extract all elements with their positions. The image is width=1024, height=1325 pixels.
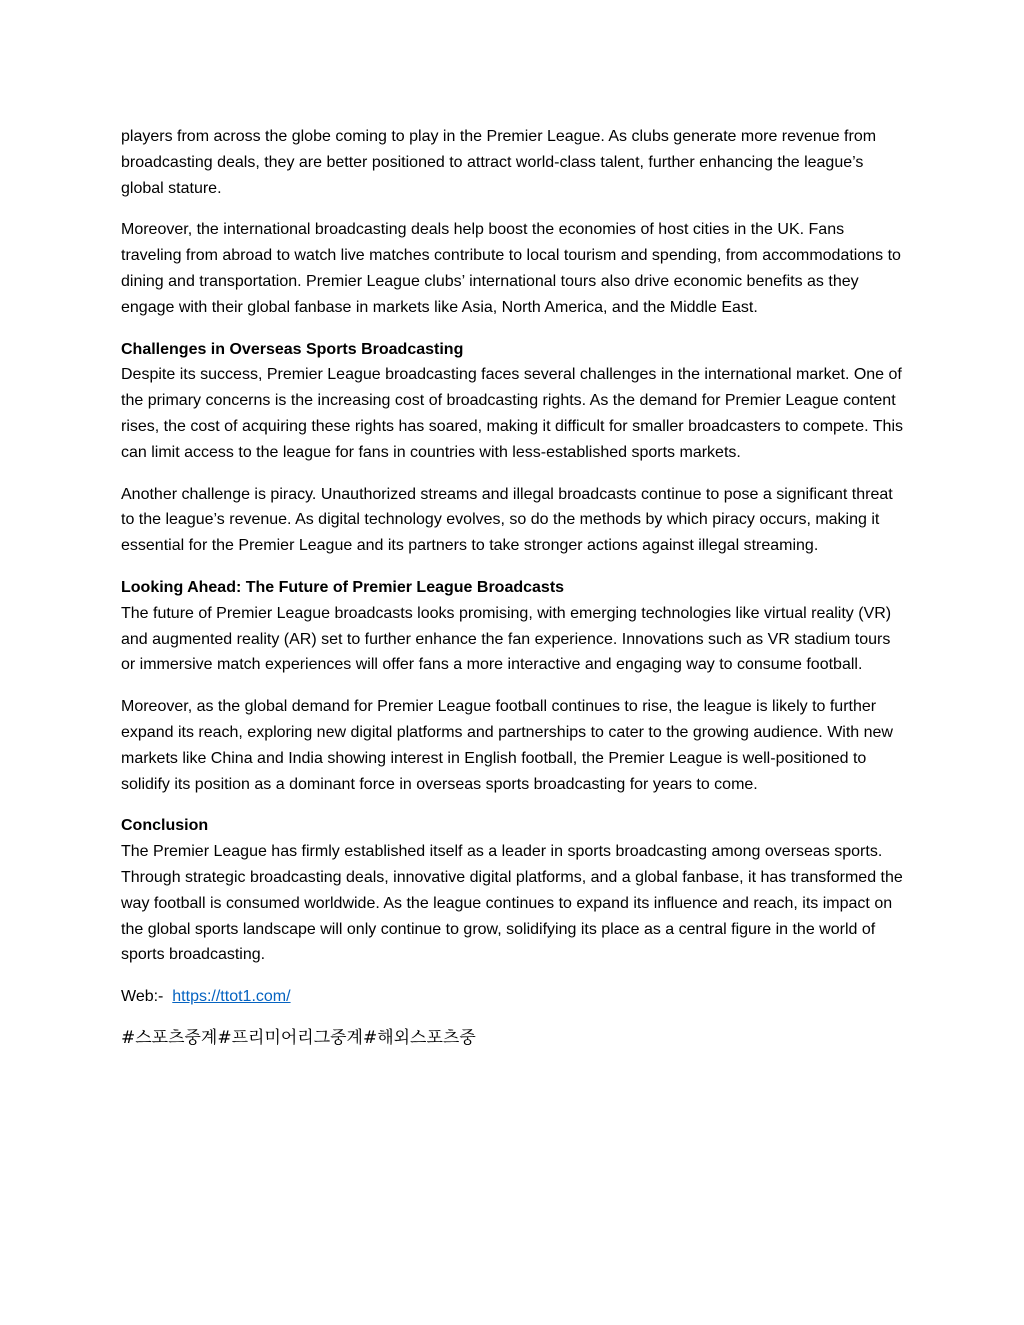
section-conclusion [121, 813, 903, 968]
paragraph-future-technology: The future of Premier League broadcasts looks promising, with emerging technologies like virtual reality (VR) and augmented reality (AR) set to further enhance the fan experience. Innovations such as VR stadium tours or immersive match experiences will offer fans a more interactive and engaging way to consume football. [121, 604, 892, 674]
paragraph-conclusion: The Premier League has firmly established itself as a leader in sports broadcasting among overseas sports. Through strategic broadcasting deals, innovative digital platforms, and a global fanbase, it has transformed the way football is consumed worldwide. As the league continues to expand its influence and reach, its impact on the global sports landscape will only continue to grow, solidifying its place as a central figure in the world of sports broadcasting. [121, 843, 903, 964]
website-link[interactable]: https://ttot1.com/ [172, 988, 291, 1006]
section-challenges [121, 337, 903, 466]
hashtags: #스포츠중계#프리미어리그중계#해외스포츠중 [121, 1027, 476, 1048]
web-line [121, 984, 903, 1010]
paragraph-intro-continued: players from across the globe coming to play in the Premier League. As clubs generate more revenue from broadcasting deals, they are better positioned to attract world-class talent, further enhancing the league’s global stature. [121, 128, 877, 197]
paragraph-challenges-cost: Despite its success, Premier League broadcasting faces several challenges in the international market. One of the primary concerns is the increasing cost of broadcasting rights. As the demand for Premier League content rises, the cost of acquiring these rights has soared, making it difficult for smaller broadcasters to compete. This can limit access to the league for fans in countries with less-established sports markets. [121, 366, 903, 461]
paragraph-future-expansion: Moreover, as the global demand for Premier League football continues to rise, the league is likely to further expand its reach, exploring new digital platforms and partnerships to cater to the growing audience. With new markets like China and India showing interest in English football, the Premier League is well-positioned to solidify its position as a dominant force in overseas sports broadcasting for years to come. [121, 698, 893, 793]
paragraph-economy: Moreover, the international broadcasting deals help boost the economies of host cities in the UK. Fans traveling from abroad to watch live matches contribute to local tourism and spending, from accommodations to dining and transportation. Premier League clubs’ international tours also drive economic benefits as they engage with their global fanbase in markets like Asia, North America, and the Middle East. [121, 221, 901, 316]
document-body [121, 124, 903, 1068]
heading-future: Looking Ahead: The Future of Premier League Broadcasts [121, 578, 565, 596]
web-label: Web:- [121, 988, 164, 1006]
paragraph-challenges-piracy: Another challenge is piracy. Unauthorized streams and illegal broadcasts continue to pose a significant threat to the league’s revenue. As digital technology evolves, so do the methods by which piracy occurs, making it essential for the Premier League and its partners to take stronger actions against illegal streaming. [121, 485, 893, 555]
heading-conclusion: Conclusion [121, 817, 209, 835]
heading-challenges: Challenges in Overseas Sports Broadcasting [121, 340, 464, 358]
section-future [121, 575, 903, 678]
